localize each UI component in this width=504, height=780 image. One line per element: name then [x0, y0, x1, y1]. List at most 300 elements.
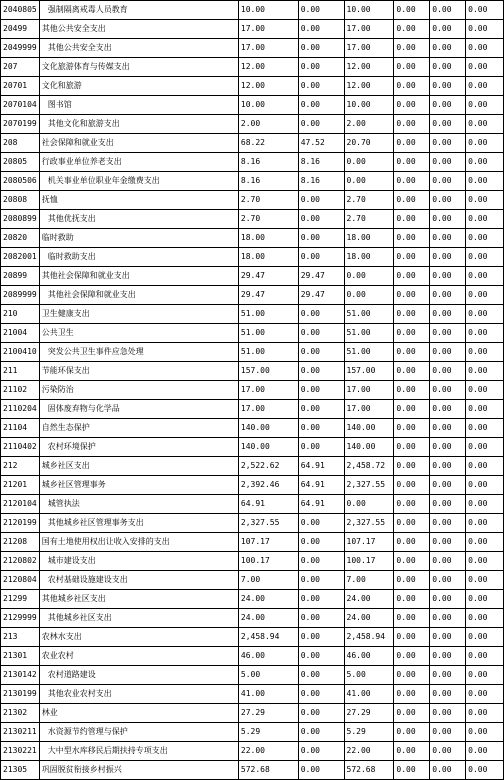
col7-cell: 0.00 [430, 153, 466, 172]
project-cell: 10.00 [344, 96, 394, 115]
basic-cell: 0.00 [298, 647, 344, 666]
basic-cell: 0.00 [298, 115, 344, 134]
project-cell: 12.00 [344, 77, 394, 96]
code-cell: 2130199 [1, 685, 40, 704]
table-row [1, 476, 504, 495]
col6-cell: 0.00 [394, 552, 430, 571]
col8-cell: 0.00 [466, 685, 504, 704]
code-cell: 2070104 [1, 96, 40, 115]
total-cell: 17.00 [238, 20, 298, 39]
item-name-cell: 固体废弃物与化学品 [39, 400, 238, 419]
project-cell: 24.00 [344, 590, 394, 609]
total-cell: 140.00 [238, 419, 298, 438]
project-cell: 24.00 [344, 609, 394, 628]
item-name-cell: 其他社会保障和就业支出 [39, 286, 238, 305]
project-cell: 2,458.72 [344, 457, 394, 476]
col8-cell: 0.00 [466, 400, 504, 419]
col7-cell: 0.00 [430, 571, 466, 590]
table-row [1, 153, 504, 172]
col7-cell: 0.00 [430, 723, 466, 742]
item-name-cell: 节能环保支出 [39, 362, 238, 381]
col7-cell: 0.00 [430, 1, 466, 20]
col6-cell: 0.00 [394, 153, 430, 172]
basic-cell: 0.00 [298, 324, 344, 343]
project-cell: 18.00 [344, 229, 394, 248]
basic-cell: 8.16 [298, 153, 344, 172]
project-cell: 572.68 [344, 761, 394, 780]
code-cell: 2130211 [1, 723, 40, 742]
col8-cell: 0.00 [466, 248, 504, 267]
table-row [1, 647, 504, 666]
table-row [1, 58, 504, 77]
code-cell: 21301 [1, 647, 40, 666]
table-row [1, 134, 504, 153]
total-cell: 100.17 [238, 552, 298, 571]
col6-cell: 0.00 [394, 305, 430, 324]
total-cell: 7.00 [238, 571, 298, 590]
col6-cell: 0.00 [394, 77, 430, 96]
total-cell: 2,522.62 [238, 457, 298, 476]
col7-cell: 0.00 [430, 590, 466, 609]
project-cell: 100.17 [344, 552, 394, 571]
code-cell: 2129999 [1, 609, 40, 628]
col6-cell: 0.00 [394, 115, 430, 134]
project-cell: 20.70 [344, 134, 394, 153]
project-cell: 5.29 [344, 723, 394, 742]
total-cell: 22.00 [238, 742, 298, 761]
code-cell: 2080506 [1, 172, 40, 191]
project-cell: 0.00 [344, 495, 394, 514]
project-cell: 12.00 [344, 58, 394, 77]
col8-cell: 0.00 [466, 343, 504, 362]
code-cell: 21302 [1, 704, 40, 723]
col7-cell: 0.00 [430, 305, 466, 324]
item-name-cell: 水资源节约管理与保护 [39, 723, 238, 742]
project-cell: 17.00 [344, 400, 394, 419]
col6-cell: 0.00 [394, 248, 430, 267]
project-cell: 0.00 [344, 286, 394, 305]
col7-cell: 0.00 [430, 343, 466, 362]
col6-cell: 0.00 [394, 39, 430, 58]
code-cell: 2100410 [1, 343, 40, 362]
project-cell: 2,327.55 [344, 514, 394, 533]
basic-cell: 47.52 [298, 134, 344, 153]
col8-cell: 0.00 [466, 191, 504, 210]
code-cell: 21305 [1, 761, 40, 780]
total-cell: 68.22 [238, 134, 298, 153]
col7-cell: 0.00 [430, 229, 466, 248]
basic-cell: 0.00 [298, 362, 344, 381]
code-cell: 2070199 [1, 115, 40, 134]
basic-cell: 0.00 [298, 666, 344, 685]
col6-cell: 0.00 [394, 267, 430, 286]
col6-cell: 0.00 [394, 20, 430, 39]
table-row [1, 77, 504, 96]
table-row [1, 381, 504, 400]
table-row [1, 419, 504, 438]
total-cell: 51.00 [238, 324, 298, 343]
total-cell: 2.00 [238, 115, 298, 134]
code-cell: 2040805 [1, 1, 40, 20]
table-row [1, 628, 504, 647]
table-row [1, 723, 504, 742]
col7-cell: 0.00 [430, 438, 466, 457]
col6-cell: 0.00 [394, 96, 430, 115]
col6-cell: 0.00 [394, 362, 430, 381]
col6-cell: 0.00 [394, 666, 430, 685]
basic-cell: 0.00 [298, 723, 344, 742]
item-name-cell: 其他城乡社区支出 [39, 609, 238, 628]
code-cell: 21104 [1, 419, 40, 438]
basic-cell: 0.00 [298, 628, 344, 647]
code-cell: 2120804 [1, 571, 40, 590]
code-cell: 21004 [1, 324, 40, 343]
total-cell: 5.29 [238, 723, 298, 742]
table-row [1, 286, 504, 305]
table-row [1, 343, 504, 362]
col7-cell: 0.00 [430, 742, 466, 761]
col8-cell: 0.00 [466, 666, 504, 685]
code-cell: 208 [1, 134, 40, 153]
basic-cell: 0.00 [298, 609, 344, 628]
col6-cell: 0.00 [394, 704, 430, 723]
col7-cell: 0.00 [430, 324, 466, 343]
code-cell: 2130142 [1, 666, 40, 685]
col8-cell: 0.00 [466, 647, 504, 666]
col7-cell: 0.00 [430, 495, 466, 514]
table-row [1, 457, 504, 476]
col6-cell: 0.00 [394, 761, 430, 780]
col8-cell: 0.00 [466, 267, 504, 286]
project-cell: 107.17 [344, 533, 394, 552]
col7-cell: 0.00 [430, 381, 466, 400]
item-name-cell: 城管执法 [39, 495, 238, 514]
basic-cell: 0.00 [298, 590, 344, 609]
total-cell: 17.00 [238, 400, 298, 419]
item-name-cell: 图书馆 [39, 96, 238, 115]
total-cell: 12.00 [238, 58, 298, 77]
project-cell: 2,327.55 [344, 476, 394, 495]
basic-cell: 0.00 [298, 248, 344, 267]
table-row [1, 172, 504, 191]
code-cell: 207 [1, 58, 40, 77]
basic-cell: 0.00 [298, 20, 344, 39]
table-row [1, 742, 504, 761]
col8-cell: 0.00 [466, 134, 504, 153]
table-row [1, 267, 504, 286]
col8-cell: 0.00 [466, 628, 504, 647]
col7-cell: 0.00 [430, 457, 466, 476]
col6-cell: 0.00 [394, 723, 430, 742]
table-row [1, 115, 504, 134]
project-cell: 17.00 [344, 381, 394, 400]
col6-cell: 0.00 [394, 590, 430, 609]
code-cell: 211 [1, 362, 40, 381]
basic-cell: 0.00 [298, 552, 344, 571]
code-cell: 20805 [1, 153, 40, 172]
code-cell: 2080899 [1, 210, 40, 229]
table-row [1, 761, 504, 780]
total-cell: 17.00 [238, 381, 298, 400]
item-name-cell: 卫生健康支出 [39, 305, 238, 324]
code-cell: 20499 [1, 20, 40, 39]
basic-cell: 0.00 [298, 400, 344, 419]
col8-cell: 0.00 [466, 514, 504, 533]
basic-cell: 64.91 [298, 457, 344, 476]
table-row [1, 191, 504, 210]
project-cell: 51.00 [344, 324, 394, 343]
col7-cell: 0.00 [430, 115, 466, 134]
basic-cell: 29.47 [298, 267, 344, 286]
item-name-cell: 农村环境保护 [39, 438, 238, 457]
col7-cell: 0.00 [430, 552, 466, 571]
table-row [1, 438, 504, 457]
col7-cell: 0.00 [430, 400, 466, 419]
col8-cell: 0.00 [466, 286, 504, 305]
item-name-cell: 城乡社区支出 [39, 457, 238, 476]
code-cell: 20899 [1, 267, 40, 286]
col7-cell: 0.00 [430, 210, 466, 229]
col6-cell: 0.00 [394, 457, 430, 476]
total-cell: 140.00 [238, 438, 298, 457]
project-cell: 22.00 [344, 742, 394, 761]
basic-cell: 0.00 [298, 343, 344, 362]
basic-cell: 0.00 [298, 1, 344, 20]
basic-cell: 0.00 [298, 39, 344, 58]
code-cell: 210 [1, 305, 40, 324]
table-row [1, 362, 504, 381]
total-cell: 51.00 [238, 343, 298, 362]
project-cell: 0.00 [344, 153, 394, 172]
item-name-cell: 其他农业农村支出 [39, 685, 238, 704]
col7-cell: 0.00 [430, 96, 466, 115]
table-row [1, 571, 504, 590]
col6-cell: 0.00 [394, 1, 430, 20]
total-cell: 157.00 [238, 362, 298, 381]
code-cell: 2110204 [1, 400, 40, 419]
total-cell: 8.16 [238, 153, 298, 172]
col7-cell: 0.00 [430, 533, 466, 552]
total-cell: 46.00 [238, 647, 298, 666]
project-cell: 41.00 [344, 685, 394, 704]
col6-cell: 0.00 [394, 172, 430, 191]
item-name-cell: 公共卫生 [39, 324, 238, 343]
code-cell: 2120199 [1, 514, 40, 533]
basic-cell: 8.16 [298, 172, 344, 191]
item-name-cell: 污染防治 [39, 381, 238, 400]
project-cell: 18.00 [344, 248, 394, 267]
col6-cell: 0.00 [394, 647, 430, 666]
item-name-cell: 其他城乡社区管理事务支出 [39, 514, 238, 533]
col6-cell: 0.00 [394, 400, 430, 419]
basic-cell: 64.91 [298, 495, 344, 514]
col8-cell: 0.00 [466, 96, 504, 115]
project-cell: 2.00 [344, 115, 394, 134]
total-cell: 27.29 [238, 704, 298, 723]
code-cell: 20820 [1, 229, 40, 248]
total-cell: 572.68 [238, 761, 298, 780]
code-cell: 212 [1, 457, 40, 476]
table-row [1, 685, 504, 704]
table-row [1, 210, 504, 229]
col6-cell: 0.00 [394, 495, 430, 514]
table-body [1, 1, 504, 780]
col8-cell: 0.00 [466, 742, 504, 761]
basic-cell: 29.47 [298, 286, 344, 305]
table-row [1, 305, 504, 324]
col7-cell: 0.00 [430, 704, 466, 723]
col7-cell: 0.00 [430, 609, 466, 628]
col6-cell: 0.00 [394, 571, 430, 590]
total-cell: 64.91 [238, 495, 298, 514]
code-cell: 2110402 [1, 438, 40, 457]
project-cell: 0.00 [344, 172, 394, 191]
project-cell: 46.00 [344, 647, 394, 666]
item-name-cell: 其他社会保障和就业支出 [39, 267, 238, 286]
item-name-cell: 强制隔离戒毒人员教育 [39, 1, 238, 20]
col8-cell: 0.00 [466, 419, 504, 438]
item-name-cell: 临时救助支出 [39, 248, 238, 267]
col8-cell: 0.00 [466, 20, 504, 39]
table-row [1, 609, 504, 628]
col6-cell: 0.00 [394, 476, 430, 495]
col8-cell: 0.00 [466, 438, 504, 457]
col8-cell: 0.00 [466, 590, 504, 609]
item-name-cell: 突发公共卫生事件应急处理 [39, 343, 238, 362]
code-cell: 21201 [1, 476, 40, 495]
item-name-cell: 大中型水库移民后期扶持专项支出 [39, 742, 238, 761]
col6-cell: 0.00 [394, 134, 430, 153]
item-name-cell: 城市建设支出 [39, 552, 238, 571]
code-cell: 20808 [1, 191, 40, 210]
project-cell: 140.00 [344, 419, 394, 438]
col8-cell: 0.00 [466, 172, 504, 191]
total-cell: 41.00 [238, 685, 298, 704]
project-cell: 5.00 [344, 666, 394, 685]
item-name-cell: 其他文化和旅游支出 [39, 115, 238, 134]
col7-cell: 0.00 [430, 58, 466, 77]
basic-cell: 0.00 [298, 77, 344, 96]
project-cell: 51.00 [344, 305, 394, 324]
col8-cell: 0.00 [466, 723, 504, 742]
table-row [1, 1, 504, 20]
col6-cell: 0.00 [394, 533, 430, 552]
col8-cell: 0.00 [466, 153, 504, 172]
col7-cell: 0.00 [430, 134, 466, 153]
basic-cell: 0.00 [298, 210, 344, 229]
project-cell: 51.00 [344, 343, 394, 362]
code-cell: 2120802 [1, 552, 40, 571]
col8-cell: 0.00 [466, 229, 504, 248]
col7-cell: 0.00 [430, 419, 466, 438]
total-cell: 18.00 [238, 229, 298, 248]
col8-cell: 0.00 [466, 571, 504, 590]
col8-cell: 0.00 [466, 1, 504, 20]
basic-cell: 0.00 [298, 533, 344, 552]
col8-cell: 0.00 [466, 704, 504, 723]
project-cell: 140.00 [344, 438, 394, 457]
basic-cell: 64.91 [298, 476, 344, 495]
table-row [1, 666, 504, 685]
col8-cell: 0.00 [466, 552, 504, 571]
project-cell: 17.00 [344, 20, 394, 39]
col7-cell: 0.00 [430, 172, 466, 191]
total-cell: 10.00 [238, 1, 298, 20]
code-cell: 21102 [1, 381, 40, 400]
item-name-cell: 农业农村 [39, 647, 238, 666]
project-cell: 2.70 [344, 191, 394, 210]
col7-cell: 0.00 [430, 39, 466, 58]
project-cell: 7.00 [344, 571, 394, 590]
total-cell: 2.70 [238, 210, 298, 229]
col7-cell: 0.00 [430, 761, 466, 780]
project-cell: 10.00 [344, 1, 394, 20]
table-row [1, 400, 504, 419]
total-cell: 29.47 [238, 267, 298, 286]
col8-cell: 0.00 [466, 115, 504, 134]
col7-cell: 0.00 [430, 286, 466, 305]
col6-cell: 0.00 [394, 343, 430, 362]
basic-cell: 0.00 [298, 381, 344, 400]
total-cell: 2,458.94 [238, 628, 298, 647]
total-cell: 24.00 [238, 609, 298, 628]
total-cell: 18.00 [238, 248, 298, 267]
table-row [1, 495, 504, 514]
basic-cell: 0.00 [298, 685, 344, 704]
col7-cell: 0.00 [430, 647, 466, 666]
basic-cell: 0.00 [298, 438, 344, 457]
basic-cell: 0.00 [298, 96, 344, 115]
total-cell: 5.00 [238, 666, 298, 685]
item-name-cell: 其他公共安全支出 [39, 39, 238, 58]
basic-cell: 0.00 [298, 742, 344, 761]
table-row [1, 229, 504, 248]
col6-cell: 0.00 [394, 324, 430, 343]
basic-cell: 0.00 [298, 704, 344, 723]
col6-cell: 0.00 [394, 628, 430, 647]
item-name-cell: 临时救助 [39, 229, 238, 248]
col7-cell: 0.00 [430, 628, 466, 647]
project-cell: 2.70 [344, 210, 394, 229]
item-name-cell: 自然生态保护 [39, 419, 238, 438]
basic-cell: 0.00 [298, 305, 344, 324]
col8-cell: 0.00 [466, 210, 504, 229]
table-row [1, 590, 504, 609]
table-row [1, 533, 504, 552]
project-cell: 27.29 [344, 704, 394, 723]
col7-cell: 0.00 [430, 267, 466, 286]
col6-cell: 0.00 [394, 742, 430, 761]
item-name-cell: 城乡社区管理事务 [39, 476, 238, 495]
basic-cell: 0.00 [298, 761, 344, 780]
project-cell: 0.00 [344, 267, 394, 286]
basic-cell: 0.00 [298, 419, 344, 438]
project-cell: 157.00 [344, 362, 394, 381]
col6-cell: 0.00 [394, 191, 430, 210]
col6-cell: 0.00 [394, 210, 430, 229]
total-cell: 8.16 [238, 172, 298, 191]
item-name-cell: 国有土地使用权出让收入安排的支出 [39, 533, 238, 552]
col8-cell: 0.00 [466, 533, 504, 552]
basic-cell: 0.00 [298, 514, 344, 533]
table-row [1, 39, 504, 58]
total-cell: 12.00 [238, 77, 298, 96]
item-name-cell: 农村道路建设 [39, 666, 238, 685]
total-cell: 2,327.55 [238, 514, 298, 533]
code-cell: 20701 [1, 77, 40, 96]
col8-cell: 0.00 [466, 495, 504, 514]
basic-cell: 0.00 [298, 58, 344, 77]
